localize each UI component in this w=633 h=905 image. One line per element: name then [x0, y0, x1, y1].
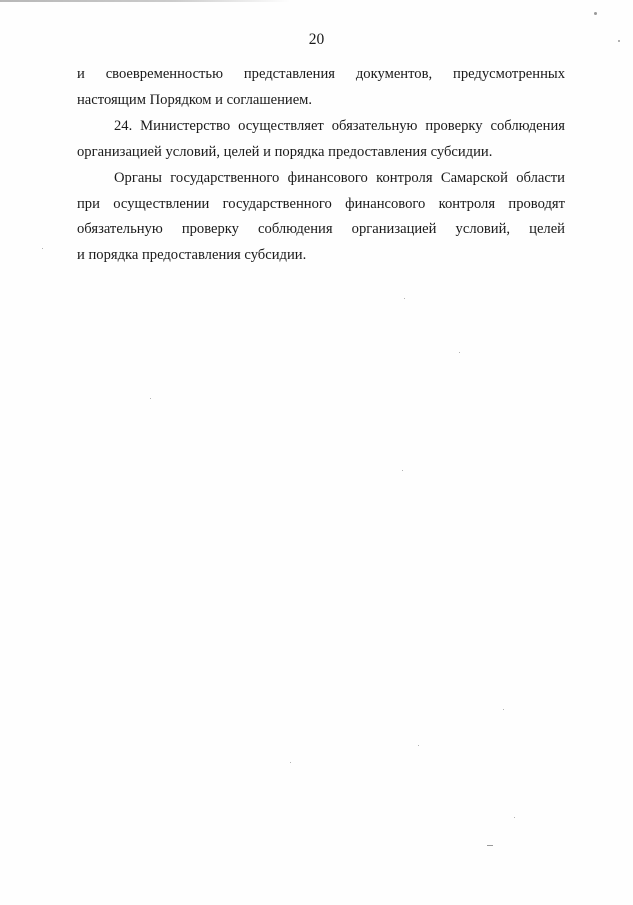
scan-speck: [290, 762, 291, 763]
scan-speck: [459, 352, 460, 353]
text-line: настоящим Порядком и соглашением.: [77, 91, 313, 108]
text-line: Органы государственного финансового контроля Самарской области: [114, 170, 565, 186]
paragraph-24: [77, 114, 565, 165]
scan-speck: [487, 845, 493, 846]
scan-speck: [503, 709, 504, 710]
scan-speck: [514, 817, 515, 818]
scan-speck: [150, 398, 151, 399]
scan-speck: [418, 745, 419, 746]
scan-speck: [404, 298, 405, 299]
text-line: обязательную проверку соблюдения организацией условий, целей: [77, 221, 565, 237]
page-number: 20: [308, 31, 325, 48]
scan-speck: [618, 40, 620, 42]
paragraph-continuation: [77, 62, 565, 113]
scan-speck: [42, 248, 43, 249]
text-line: при осуществлении государственного финансового контроля проводят: [77, 195, 565, 212]
text-line: и своевременностью представления документов, предусмотренных: [77, 66, 565, 82]
paragraph-control-bodies: [77, 166, 565, 268]
scan-edge-artifact: [0, 0, 290, 2]
scan-speck: [402, 470, 403, 471]
scan-speck: [594, 12, 597, 15]
text-line: 24. Министерство осуществляет обязательную проверку соблюдения: [114, 118, 565, 134]
text-line: и порядка предоставления субсидии.: [77, 246, 307, 263]
text-line: организацией условий, целей и порядка предоставления субсидии.: [77, 143, 493, 160]
